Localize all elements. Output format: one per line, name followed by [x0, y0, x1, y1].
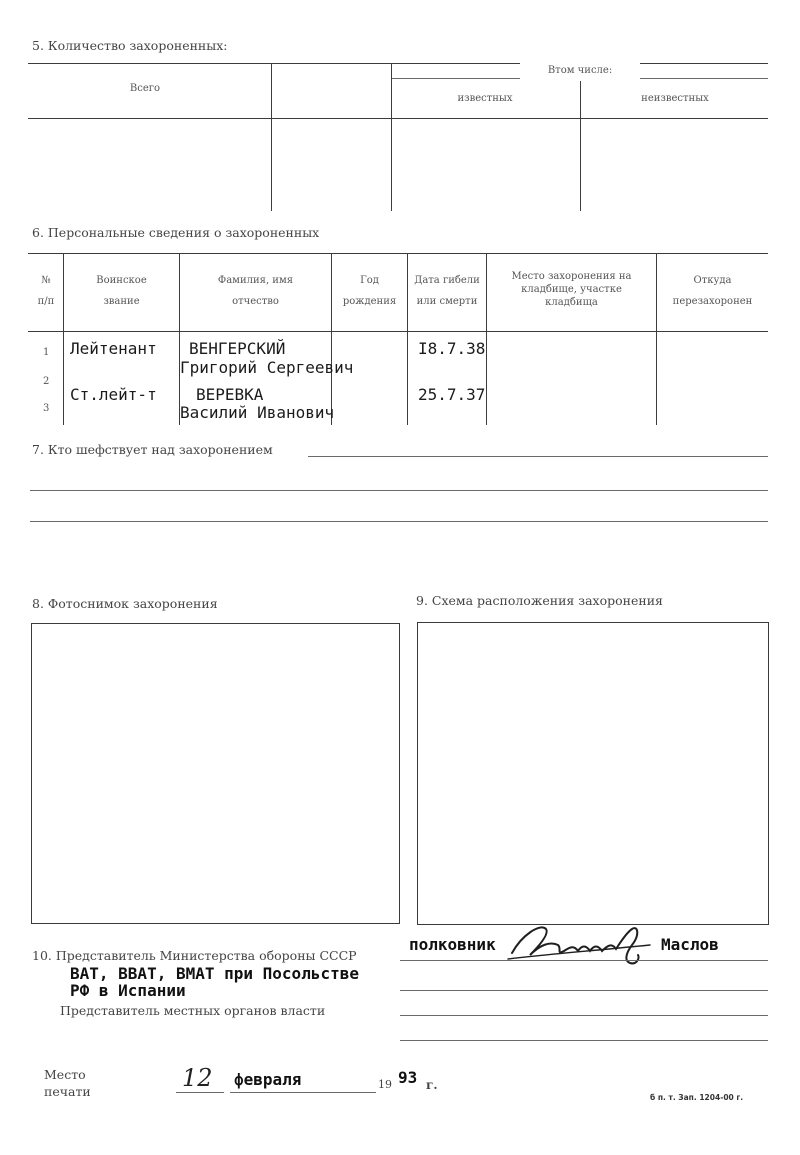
section7-fill-line — [30, 490, 768, 491]
table5-col-divider — [580, 78, 581, 211]
layout-scheme-box — [417, 622, 769, 925]
header-burial-place: Место захоронения на кладбище, участке кладбища — [511, 271, 632, 308]
local-authority-label: Представитель местных органов власти — [60, 1003, 326, 1018]
table5-including-header: Втом числе: — [520, 60, 640, 81]
row2-surname: ВЕРЕВКА — [196, 385, 264, 404]
section-7-title: 7. Кто шефствует над захоронением — [32, 442, 273, 457]
section-6-title: 6. Персональные сведения о захороненных — [32, 225, 320, 240]
table5-top-rule — [28, 63, 768, 64]
date-year-prefix: 19 — [378, 1078, 392, 1091]
row2-rank: Ст.лейт-т — [70, 385, 157, 404]
date-month: февраля — [234, 1070, 302, 1089]
row1-rank: Лейтенант — [70, 339, 157, 358]
table6-header-bottom-rule — [28, 331, 768, 332]
header-name: Фамилия, имя отчество — [217, 275, 294, 307]
header-reburied-from: Откуда перезахоронен — [672, 275, 753, 307]
date-day-line — [176, 1092, 224, 1093]
print-info: б п. т. Зап. 1204-00 г. — [650, 1093, 744, 1102]
row1-given-names: Григорий Сергеевич — [180, 358, 354, 377]
row1-surname: ВЕНГЕРСКИЙ — [189, 339, 286, 358]
row-number: 2 — [43, 376, 50, 387]
section-5-title: 5. Количество захороненных: — [32, 38, 228, 53]
photo-placeholder-box — [31, 623, 400, 924]
header-birth-year: Год рождения — [342, 275, 397, 307]
row2-given-names: Василий Иванович — [180, 403, 335, 422]
section-8-title: 8. Фотоснимок захоронения — [32, 596, 218, 611]
header-num: № п/п — [37, 275, 55, 307]
row-number: 3 — [43, 403, 50, 414]
section7-fill-line — [308, 456, 768, 457]
row2-death-date: 25.7.37 — [418, 385, 486, 404]
section-9-title: 9. Схема расположения захоронения — [416, 593, 663, 608]
table5-col-divider — [271, 63, 272, 211]
representative-org-line1: ВАТ, ВВАТ, ВМАТ при Посольстве — [70, 964, 359, 983]
signer-surname: Маслов — [661, 935, 719, 954]
row-number: 1 — [43, 347, 50, 358]
header-death-date: Дата гибели или смерти — [414, 275, 480, 307]
table5-col-divider — [391, 63, 392, 211]
fill-line — [400, 1040, 768, 1041]
fill-line — [400, 990, 768, 991]
table5-header-bottom-rule — [28, 118, 768, 119]
signature-line — [400, 960, 768, 961]
row1-death-date: I8.7.38 — [418, 339, 486, 358]
table5-unknown-header: неизвестных — [641, 93, 709, 104]
table5-total-header: Всего — [129, 83, 161, 94]
date-year-abbr: г. — [426, 1078, 438, 1092]
signer-rank: полковник — [409, 935, 496, 954]
header-rank: Воинское звание — [96, 275, 147, 307]
section7-fill-line — [30, 521, 768, 522]
date-year-suffix: 93 — [398, 1068, 418, 1087]
section-10-title: 10. Представитель Министерства обороны СССР — [32, 948, 357, 963]
fill-line — [400, 1015, 768, 1016]
representative-org-line2: РФ в Испании — [70, 981, 186, 1000]
table5-known-header: известных — [457, 93, 513, 104]
date-month-line — [230, 1092, 376, 1093]
signature — [500, 915, 660, 970]
table6-top-rule — [28, 253, 768, 254]
stamp-place-label: Место печати — [44, 1067, 91, 1099]
date-day: 12 — [182, 1064, 213, 1092]
